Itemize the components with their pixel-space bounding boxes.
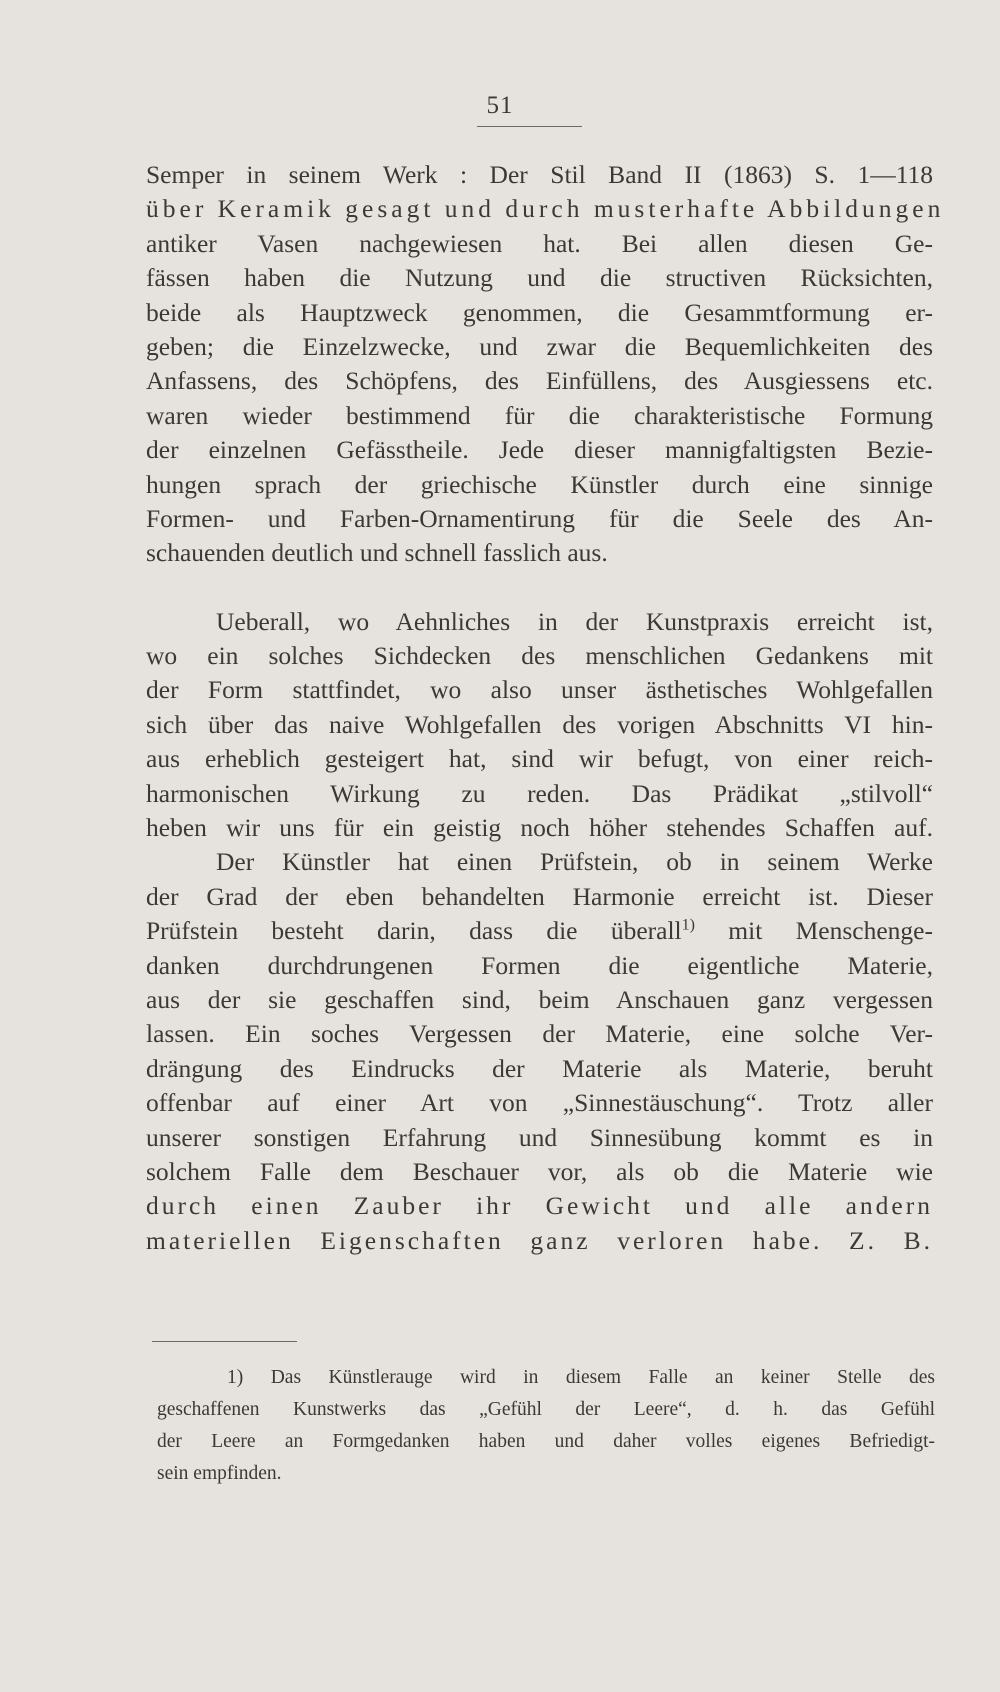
footnote-line: der Leere an Formgedanken haben und daher volles eigenes Befriedigt- (157, 1431, 935, 1452)
footnote-rule (152, 1341, 297, 1342)
footnote-marker[interactable]: 1) (681, 916, 695, 934)
text-line: der einzelnen Gefässtheile. Jede dieser mannigfaltigsten Bezie- (146, 435, 933, 465)
text-line: unserer sonstigen Erfahrung und Sinnesübung kommt es in (146, 1122, 933, 1152)
text-line: lassen. Ein soches Vergessen der Materie, eine solche Ver- (146, 1019, 933, 1049)
text-line: waren wieder bestimmend für die charakteristische Formung (146, 400, 933, 430)
text-line: solchem Falle dem Beschauer vor, als ob die Materie wie (146, 1156, 933, 1186)
text-line: schauenden deutlich und schnell fasslich aus. (146, 538, 608, 568)
text-line: sich über das naive Wohlgefallen des vorigen Abschnitts VI hin- (146, 709, 933, 739)
text-segment: mit Menschenge- (694, 916, 933, 946)
text-line: wo ein solches Sichdecken des menschlichen Gedankens mit (146, 641, 933, 671)
footnote-line: sein empfinden. (157, 1463, 282, 1484)
text-line: heben wir uns für ein geistig noch höher stehendes Schaffen auf. (146, 813, 933, 843)
text-line: beide als Hauptzweck genommen, die Gesammtformung er- (146, 297, 933, 327)
text-line: Semper in seinem Werk : Der Stil Band II (1863) S. 1—118 (146, 160, 933, 189)
text-line: Ueberall, wo Aehnliches in der Kunstpraxis erreicht ist, (216, 606, 933, 636)
text-line: aus erheblich gesteigert hat, sind wir befugt, von einer reich- (146, 744, 933, 774)
text-line: drängung des Eindrucks der Materie als Materie, beruht (146, 1053, 933, 1083)
header-rule (477, 126, 582, 127)
text-segment: Prüfstein besteht darin, dass die überall (146, 916, 682, 946)
page-number: 51 (486, 92, 514, 119)
text-line: fässen haben die Nutzung und die structiven Rücksichten, (146, 263, 933, 293)
text-line: der Grad der eben behandelten Harmonie erreicht ist. Dieser (146, 881, 933, 911)
text-line: geben; die Einzelzwecke, und zwar die Bequemlichkeiten des (146, 331, 933, 361)
text-line: durch einen Zauber ihr Gewicht und alle andern (146, 1191, 933, 1221)
text-line: offenbar auf einer Art von „Sinnestäuschung“. Trotz aller (146, 1088, 933, 1118)
text-line: Formen- und Farben-Ornamentirung für die Seele des An- (146, 503, 933, 533)
text-line: Der Künstler hat einen Prüfstein, ob in seinem Werke (216, 847, 933, 877)
text-line: harmonischen Wirkung zu reden. Das Prädikat „stilvoll“ (146, 778, 933, 808)
footnote-line: 1) Das Künstlerauge wird in diesem Falle an keiner Stelle des (227, 1367, 935, 1388)
text-line: über Keramik gesagt und durch musterhafte Abbildungen (146, 194, 945, 224)
text-line: materiellen Eigenschaften ganz verloren habe. Z. B. (146, 1225, 933, 1255)
text-line: Anfassens, des Schöpfens, des Einfüllens, des Ausgiessens etc. (146, 366, 933, 396)
text-line-with-footnote (146, 914, 933, 948)
text-line: antiker Vasen nachgewiesen hat. Bei allen diesen Ge- (146, 228, 933, 258)
paragraph-gap (146, 571, 933, 605)
footnote (157, 1362, 935, 1490)
main-text (146, 158, 945, 1258)
text-line: hungen sprach der griechische Künstler durch eine sinnige (146, 469, 933, 499)
text-line: danken durchdrungenen Formen die eigentliche Materie, (146, 950, 933, 980)
text-line: der Form stattfindet, wo also unser ästhetisches Wohlgefallen (146, 675, 933, 705)
text-line: aus der sie geschaffen sind, beim Anschauen ganz vergessen (146, 984, 933, 1014)
footnote-line: geschaffenen Kunstwerks das „Gefühl der Leere“, d. h. das Gefühl (157, 1399, 935, 1420)
